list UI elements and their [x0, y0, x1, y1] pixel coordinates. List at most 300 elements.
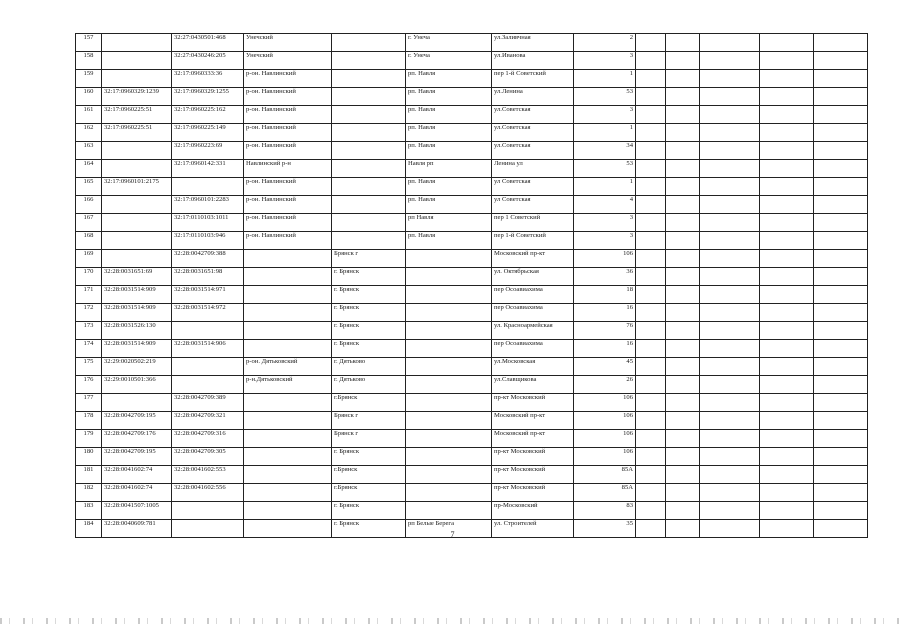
- cadastral-object-cell: 32:28:0041602:553: [172, 466, 244, 484]
- house-number-cell: 106: [574, 250, 636, 268]
- cadastral-parcel-cell: 32:28:0042709:176: [102, 430, 172, 448]
- empty-cell-3: [700, 70, 760, 88]
- empty-cell-4: [760, 160, 814, 178]
- empty-cell-4: [760, 304, 814, 322]
- cadastral-object-cell: 32:28:0042709:388: [172, 250, 244, 268]
- empty-cell-3: [700, 466, 760, 484]
- settlement-cell: [406, 250, 492, 268]
- house-number-cell: 2: [574, 34, 636, 52]
- empty-cell-1: [636, 376, 666, 394]
- cadastral-parcel-cell: 32:17:0960101:2175: [102, 178, 172, 196]
- cadastral-object-cell: 32:17:0960223:69: [172, 142, 244, 160]
- settlement-cell: Навля рп: [406, 160, 492, 178]
- empty-cell-3: [700, 160, 760, 178]
- empty-cell-5: [814, 160, 868, 178]
- district-cell: [244, 484, 332, 502]
- house-number-cell: 3: [574, 52, 636, 70]
- house-number-cell: 53: [574, 160, 636, 178]
- row-number-cell: 167: [76, 214, 102, 232]
- empty-cell-5: [814, 286, 868, 304]
- house-number-cell: 18: [574, 286, 636, 304]
- empty-cell-4: [760, 178, 814, 196]
- empty-cell-4: [760, 484, 814, 502]
- empty-cell-3: [700, 286, 760, 304]
- house-number-cell: 85А: [574, 484, 636, 502]
- cadastral-parcel-cell: [102, 142, 172, 160]
- district-cell: Унечский: [244, 52, 332, 70]
- empty-cell-1: [636, 160, 666, 178]
- district-cell: р-он. Навлинский: [244, 214, 332, 232]
- empty-cell-4: [760, 358, 814, 376]
- settlement-cell: г. Унеча: [406, 34, 492, 52]
- empty-cell-3: [700, 268, 760, 286]
- empty-cell-2: [666, 412, 700, 430]
- row-number-cell: 174: [76, 340, 102, 358]
- city-cell: г. Дятьково: [332, 376, 406, 394]
- empty-cell-4: [760, 448, 814, 466]
- empty-cell-1: [636, 106, 666, 124]
- table-row: [76, 250, 868, 268]
- row-number-cell: 175: [76, 358, 102, 376]
- empty-cell-5: [814, 106, 868, 124]
- empty-cell-4: [760, 106, 814, 124]
- house-number-cell: 106: [574, 430, 636, 448]
- house-number-cell: 45: [574, 358, 636, 376]
- empty-cell-4: [760, 250, 814, 268]
- empty-cell-2: [666, 394, 700, 412]
- row-number-cell: 173: [76, 322, 102, 340]
- street-cell: Московский пр-кт: [492, 430, 574, 448]
- cadastral-object-cell: 32:17:0960225:162: [172, 106, 244, 124]
- empty-cell-1: [636, 142, 666, 160]
- row-number-cell: 165: [76, 178, 102, 196]
- cadastral-object-cell: 32:28:0042709:321: [172, 412, 244, 430]
- cadastral-parcel-cell: [102, 70, 172, 88]
- city-cell: г. Брянск: [332, 286, 406, 304]
- cadastral-parcel-cell: 32:17:0960225:51: [102, 124, 172, 142]
- row-number-cell: 179: [76, 430, 102, 448]
- table-row: [76, 160, 868, 178]
- empty-cell-3: [700, 448, 760, 466]
- city-cell: г. Брянск: [332, 304, 406, 322]
- settlement-cell: [406, 376, 492, 394]
- cadastral-parcel-cell: 32:28:0031514:909: [102, 304, 172, 322]
- empty-cell-4: [760, 502, 814, 520]
- row-number-cell: 170: [76, 268, 102, 286]
- district-cell: Унечский: [244, 34, 332, 52]
- row-number-cell: 181: [76, 466, 102, 484]
- city-cell: г. Брянск: [332, 340, 406, 358]
- row-number-cell: 172: [76, 304, 102, 322]
- settlement-cell: рп Навля: [406, 214, 492, 232]
- city-cell: г.Брянск: [332, 484, 406, 502]
- empty-cell-2: [666, 502, 700, 520]
- empty-cell-1: [636, 358, 666, 376]
- empty-cell-3: [700, 142, 760, 160]
- cadastral-parcel-cell: 32:28:0040609:781: [102, 520, 172, 538]
- settlement-cell: [406, 502, 492, 520]
- district-cell: [244, 502, 332, 520]
- city-cell: [332, 214, 406, 232]
- cadastral-object-cell: 32:17:0960142:331: [172, 160, 244, 178]
- row-number-cell: 168: [76, 232, 102, 250]
- table-row: [76, 286, 868, 304]
- city-cell: [332, 124, 406, 142]
- empty-cell-5: [814, 268, 868, 286]
- row-number-cell: 177: [76, 394, 102, 412]
- district-cell: [244, 250, 332, 268]
- cadastral-object-cell: 32:17:0960101:2283: [172, 196, 244, 214]
- table-row: [76, 52, 868, 70]
- settlement-cell: рп. Навля: [406, 142, 492, 160]
- empty-cell-3: [700, 394, 760, 412]
- district-cell: р-он. Навлинский: [244, 88, 332, 106]
- cadastral-parcel-cell: 32:29:0020502:219: [102, 358, 172, 376]
- row-number-cell: 169: [76, 250, 102, 268]
- street-cell: ул.Советская: [492, 142, 574, 160]
- cadastral-object-cell: 32:28:0031514:972: [172, 304, 244, 322]
- district-cell: р-он. Навлинский: [244, 142, 332, 160]
- street-cell: Московский пр-кт: [492, 250, 574, 268]
- street-cell: пер Осоавиахима: [492, 340, 574, 358]
- street-cell: ул.Ленина: [492, 88, 574, 106]
- settlement-cell: [406, 340, 492, 358]
- cadastral-object-cell: 32:17:0960333:36: [172, 70, 244, 88]
- settlement-cell: [406, 304, 492, 322]
- row-number-cell: 159: [76, 70, 102, 88]
- table-row: [76, 106, 868, 124]
- row-number-cell: 178: [76, 412, 102, 430]
- row-number-cell: 161: [76, 106, 102, 124]
- empty-cell-3: [700, 304, 760, 322]
- empty-cell-5: [814, 52, 868, 70]
- table-row: [76, 448, 868, 466]
- empty-cell-3: [700, 502, 760, 520]
- empty-cell-2: [666, 268, 700, 286]
- empty-cell-3: [700, 430, 760, 448]
- settlement-cell: [406, 412, 492, 430]
- row-number-cell: 158: [76, 52, 102, 70]
- cadastral-parcel-cell: 32:28:0042709:195: [102, 412, 172, 430]
- empty-cell-1: [636, 304, 666, 322]
- empty-cell-3: [700, 250, 760, 268]
- cadastral-parcel-cell: 32:28:0041602:74: [102, 466, 172, 484]
- cadastral-parcel-cell: [102, 214, 172, 232]
- empty-cell-1: [636, 430, 666, 448]
- empty-cell-5: [814, 304, 868, 322]
- empty-cell-4: [760, 34, 814, 52]
- settlement-cell: рп. Навля: [406, 70, 492, 88]
- city-cell: Брянск г: [332, 412, 406, 430]
- city-cell: г. Брянск: [332, 520, 406, 538]
- settlement-cell: [406, 268, 492, 286]
- settlement-cell: [406, 358, 492, 376]
- empty-cell-4: [760, 466, 814, 484]
- empty-cell-1: [636, 124, 666, 142]
- street-cell: пр-кт Московский: [492, 448, 574, 466]
- empty-cell-1: [636, 484, 666, 502]
- street-cell: ул.Заливчная: [492, 34, 574, 52]
- empty-cell-5: [814, 322, 868, 340]
- table-row: [76, 502, 868, 520]
- city-cell: Брянск г: [332, 250, 406, 268]
- house-number-cell: 53: [574, 88, 636, 106]
- house-number-cell: 3: [574, 214, 636, 232]
- empty-cell-3: [700, 34, 760, 52]
- cadastral-parcel-cell: 32:17:0960225:51: [102, 106, 172, 124]
- cadastral-object-cell: 32:27:0430501:468: [172, 34, 244, 52]
- city-cell: [332, 160, 406, 178]
- empty-cell-1: [636, 268, 666, 286]
- empty-cell-4: [760, 376, 814, 394]
- empty-cell-3: [700, 106, 760, 124]
- city-cell: [332, 106, 406, 124]
- district-cell: р-он. Навлинский: [244, 196, 332, 214]
- table-row: [76, 196, 868, 214]
- empty-cell-1: [636, 466, 666, 484]
- city-cell: Брянск г: [332, 430, 406, 448]
- empty-cell-3: [700, 322, 760, 340]
- settlement-cell: рп. Навля: [406, 124, 492, 142]
- cadastral-object-cell: 32:28:0042709:305: [172, 448, 244, 466]
- house-number-cell: 34: [574, 142, 636, 160]
- empty-cell-2: [666, 448, 700, 466]
- table-row: [76, 142, 868, 160]
- cadastral-parcel-cell: 32:28:0031514:909: [102, 340, 172, 358]
- empty-cell-2: [666, 196, 700, 214]
- city-cell: [332, 88, 406, 106]
- cadastral-object-cell: [172, 502, 244, 520]
- city-cell: г.Брянск: [332, 394, 406, 412]
- table-row: [76, 466, 868, 484]
- table-row: [76, 124, 868, 142]
- cadastral-parcel-cell: 32:28:0031651:69: [102, 268, 172, 286]
- row-number-cell: 166: [76, 196, 102, 214]
- district-cell: [244, 430, 332, 448]
- empty-cell-5: [814, 340, 868, 358]
- empty-cell-4: [760, 88, 814, 106]
- cadastral-parcel-cell: 32:28:0041602:74: [102, 484, 172, 502]
- district-cell: р-он. Навлинский: [244, 178, 332, 196]
- street-cell: ул. Октябрьская: [492, 268, 574, 286]
- table-row: [76, 214, 868, 232]
- empty-cell-3: [700, 232, 760, 250]
- empty-cell-1: [636, 322, 666, 340]
- empty-cell-5: [814, 358, 868, 376]
- empty-cell-2: [666, 70, 700, 88]
- empty-cell-5: [814, 250, 868, 268]
- empty-cell-4: [760, 394, 814, 412]
- settlement-cell: рп Белые Берега: [406, 520, 492, 538]
- empty-cell-5: [814, 70, 868, 88]
- district-cell: [244, 304, 332, 322]
- district-cell: [244, 268, 332, 286]
- empty-cell-5: [814, 178, 868, 196]
- house-number-cell: 83: [574, 502, 636, 520]
- cadastral-object-cell: 32:28:0042709:389: [172, 394, 244, 412]
- table-row: [76, 34, 868, 52]
- empty-cell-5: [814, 34, 868, 52]
- row-number-cell: 176: [76, 376, 102, 394]
- cadastral-parcel-cell: 32:29:0010501:366: [102, 376, 172, 394]
- row-number-cell: 163: [76, 142, 102, 160]
- street-cell: ул.Московская: [492, 358, 574, 376]
- empty-cell-2: [666, 466, 700, 484]
- house-number-cell: 35: [574, 520, 636, 538]
- street-cell: ул Советская: [492, 196, 574, 214]
- city-cell: [332, 178, 406, 196]
- cadastral-parcel-cell: 32:28:0031526:130: [102, 322, 172, 340]
- cadastral-object-cell: 32:28:0031651:98: [172, 268, 244, 286]
- empty-cell-2: [666, 160, 700, 178]
- city-cell: г. Дятьково: [332, 358, 406, 376]
- settlement-cell: [406, 430, 492, 448]
- empty-cell-2: [666, 322, 700, 340]
- empty-cell-1: [636, 340, 666, 358]
- cadastral-object-cell: 32:28:0031514:971: [172, 286, 244, 304]
- street-cell: ул. Строителей: [492, 520, 574, 538]
- street-cell: ул.Иванова: [492, 52, 574, 70]
- empty-cell-5: [814, 394, 868, 412]
- table-row: [76, 430, 868, 448]
- table-row: [76, 412, 868, 430]
- cadastral-parcel-cell: [102, 52, 172, 70]
- empty-cell-1: [636, 232, 666, 250]
- cadastral-object-cell: 32:27:0430246:205: [172, 52, 244, 70]
- city-cell: [332, 70, 406, 88]
- empty-cell-1: [636, 88, 666, 106]
- empty-cell-5: [814, 124, 868, 142]
- settlement-cell: г. Унеча: [406, 52, 492, 70]
- cadastral-parcel-cell: [102, 196, 172, 214]
- house-number-cell: 106: [574, 394, 636, 412]
- house-number-cell: 1: [574, 124, 636, 142]
- table-row: [76, 484, 868, 502]
- city-cell: [332, 142, 406, 160]
- empty-cell-4: [760, 322, 814, 340]
- cadastral-object-cell: [172, 376, 244, 394]
- empty-cell-1: [636, 412, 666, 430]
- empty-cell-1: [636, 52, 666, 70]
- row-number-cell: 184: [76, 520, 102, 538]
- street-cell: Ленина ул: [492, 160, 574, 178]
- empty-cell-1: [636, 502, 666, 520]
- district-cell: [244, 322, 332, 340]
- district-cell: [244, 340, 332, 358]
- house-number-cell: 36: [574, 268, 636, 286]
- city-cell: г. Брянск: [332, 268, 406, 286]
- empty-cell-5: [814, 214, 868, 232]
- empty-cell-1: [636, 214, 666, 232]
- settlement-cell: [406, 448, 492, 466]
- city-cell: [332, 196, 406, 214]
- empty-cell-3: [700, 52, 760, 70]
- empty-cell-5: [814, 196, 868, 214]
- table-row: [76, 70, 868, 88]
- cadastral-parcel-cell: 32:17:0960329:1239: [102, 88, 172, 106]
- empty-cell-1: [636, 286, 666, 304]
- empty-cell-3: [700, 214, 760, 232]
- empty-cell-4: [760, 70, 814, 88]
- empty-cell-2: [666, 250, 700, 268]
- settlement-cell: рп. Навля: [406, 178, 492, 196]
- cadastral-object-cell: 32:17:0960225:149: [172, 124, 244, 142]
- district-cell: [244, 286, 332, 304]
- street-cell: пер 1 Советский: [492, 214, 574, 232]
- empty-cell-2: [666, 214, 700, 232]
- empty-cell-3: [700, 88, 760, 106]
- district-cell: р-он. Дятьковский: [244, 358, 332, 376]
- cadastral-object-cell: 32:17:0110103:946: [172, 232, 244, 250]
- table-row: [76, 88, 868, 106]
- empty-cell-1: [636, 448, 666, 466]
- cadastral-parcel-cell: [102, 160, 172, 178]
- street-cell: пр-кт Московский: [492, 466, 574, 484]
- empty-cell-4: [760, 268, 814, 286]
- empty-cell-5: [814, 484, 868, 502]
- house-number-cell: 16: [574, 304, 636, 322]
- city-cell: [332, 232, 406, 250]
- table-row: [76, 394, 868, 412]
- street-cell: пер Осоавиахима: [492, 286, 574, 304]
- street-cell: пер Осоавиахима: [492, 304, 574, 322]
- empty-cell-3: [700, 196, 760, 214]
- table-row: [76, 268, 868, 286]
- district-cell: Навлинский р-н: [244, 160, 332, 178]
- table-row: [76, 376, 868, 394]
- street-cell: пер 1-й Советский: [492, 232, 574, 250]
- settlement-cell: рп. Навля: [406, 196, 492, 214]
- empty-cell-4: [760, 412, 814, 430]
- district-cell: р-он. Навлинский: [244, 124, 332, 142]
- street-cell: пр-кт Московский: [492, 394, 574, 412]
- empty-cell-5: [814, 466, 868, 484]
- row-number-cell: 183: [76, 502, 102, 520]
- cadastral-object-cell: [172, 178, 244, 196]
- empty-cell-2: [666, 340, 700, 358]
- empty-cell-4: [760, 124, 814, 142]
- cadastral-object-cell: 32:17:0960329:1255: [172, 88, 244, 106]
- district-cell: [244, 466, 332, 484]
- cadastral-parcel-cell: [102, 250, 172, 268]
- settlement-cell: рп. Навля: [406, 88, 492, 106]
- empty-cell-5: [814, 376, 868, 394]
- empty-cell-2: [666, 484, 700, 502]
- row-number-cell: 164: [76, 160, 102, 178]
- row-number-cell: 182: [76, 484, 102, 502]
- empty-cell-2: [666, 178, 700, 196]
- empty-cell-4: [760, 52, 814, 70]
- house-number-cell: 3: [574, 106, 636, 124]
- city-cell: [332, 34, 406, 52]
- cadastral-parcel-cell: 32:28:0041507:1005: [102, 502, 172, 520]
- house-number-cell: 106: [574, 448, 636, 466]
- empty-cell-1: [636, 178, 666, 196]
- empty-cell-5: [814, 142, 868, 160]
- table-row: [76, 178, 868, 196]
- street-cell: ул. Красноармейская: [492, 322, 574, 340]
- cadastral-parcel-cell: [102, 34, 172, 52]
- empty-cell-4: [760, 196, 814, 214]
- cadastral-parcel-cell: [102, 394, 172, 412]
- empty-cell-5: [814, 232, 868, 250]
- street-cell: ул.Советская: [492, 124, 574, 142]
- empty-cell-5: [814, 502, 868, 520]
- empty-cell-2: [666, 52, 700, 70]
- settlement-cell: [406, 286, 492, 304]
- row-number-cell: 171: [76, 286, 102, 304]
- house-number-cell: 26: [574, 376, 636, 394]
